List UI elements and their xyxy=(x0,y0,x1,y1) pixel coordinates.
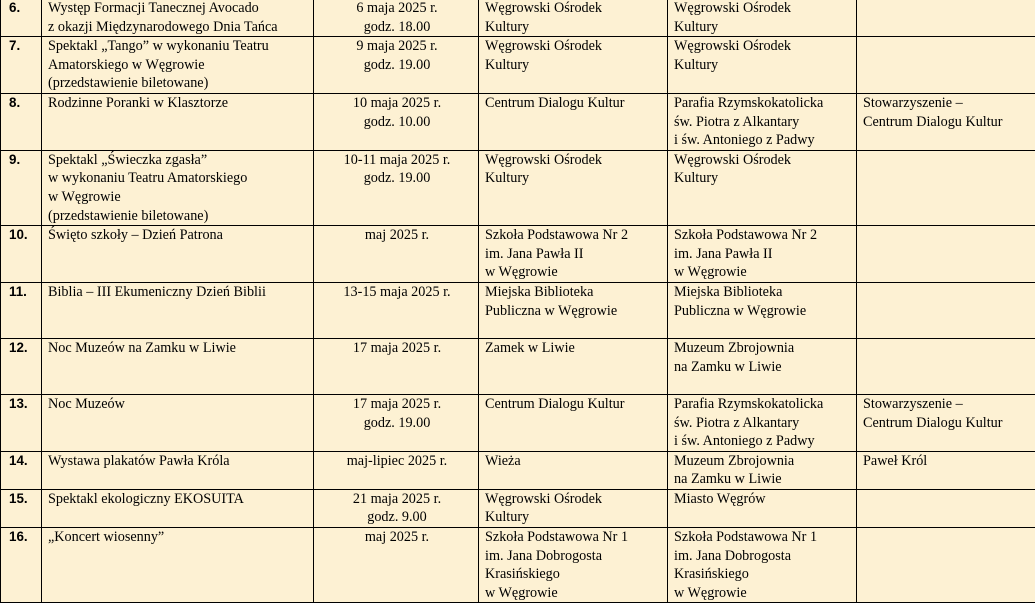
organizer-cell-line: im. Jana Pawła II xyxy=(674,245,852,264)
event-date-cell xyxy=(314,150,479,225)
event-name-cell-line: Rodzinne Poranki w Klasztorze xyxy=(48,94,309,113)
event-place-cell xyxy=(479,489,668,527)
event-name-cell-line: w wykonaniu Teatru Amatorskiego xyxy=(48,169,309,188)
row-number: 11. xyxy=(1,282,42,338)
event-place-cell-line: Wieża xyxy=(485,452,663,471)
event-name-cell-line: (przedstawienie biletowane) xyxy=(48,74,309,93)
organizer-cell-line: Muzeum Zbrojownia xyxy=(674,339,852,358)
organizer-cell-line: i św. Antoniego z Padwy xyxy=(674,131,852,150)
event-place-cell-line: Kultury xyxy=(485,508,663,527)
event-place-cell-line: Miejska Biblioteka xyxy=(485,283,663,302)
organizer-cell-line: w Węgrowie xyxy=(674,584,852,603)
event-name-cell-line: Spektakl „Tango” w wykonaniu Teatru xyxy=(48,37,309,56)
organizer-cell xyxy=(668,93,857,150)
event-date-cell xyxy=(314,338,479,394)
events-table-body xyxy=(1,0,1035,603)
organizer-cell-line: Muzeum Zbrojownia xyxy=(674,452,852,471)
organizer-cell xyxy=(668,528,857,603)
row-number: 15. xyxy=(1,489,42,527)
event-name-cell-line: Wystawa plakatów Pawła Króla xyxy=(48,452,309,471)
event-place-cell xyxy=(479,282,668,338)
organizer-cell-line: św. Piotra z Alkantary xyxy=(674,113,852,132)
row-number: 8. xyxy=(1,93,42,150)
event-date-cell-line: maj-lipiec 2025 r. xyxy=(320,452,474,471)
event-place-cell xyxy=(479,150,668,225)
row-number: 10. xyxy=(1,226,42,283)
event-place-cell-line: im. Jana Dobrogosta xyxy=(485,547,663,566)
event-name-cell-line: „Koncert wiosenny” xyxy=(48,528,309,547)
organizer-cell xyxy=(668,338,857,394)
event-place-cell xyxy=(479,338,668,394)
event-place-cell xyxy=(479,451,668,489)
row-number: 14. xyxy=(1,451,42,489)
event-place-cell xyxy=(479,394,668,451)
partner-cell xyxy=(857,394,1035,451)
event-place-cell-line: Węgrowski Ośrodek xyxy=(485,490,663,509)
organizer-cell-line: Kultury xyxy=(674,56,852,75)
organizer-cell-line: Parafia Rzymskokatolicka xyxy=(674,395,852,414)
event-name-cell-line: Noc Muzeów xyxy=(48,395,309,414)
event-place-cell-line: Publiczna w Węgrowie xyxy=(485,302,663,321)
event-place-cell-line: w Węgrowie xyxy=(485,263,663,282)
event-date-cell xyxy=(314,394,479,451)
table-row xyxy=(1,93,1035,150)
partner-cell xyxy=(857,338,1035,394)
event-place-cell-line: Szkoła Podstawowa Nr 1 xyxy=(485,528,663,547)
partner-cell xyxy=(857,489,1035,527)
event-place-cell xyxy=(479,37,668,94)
event-place-cell-line: Centrum Dialogu Kultur xyxy=(485,94,663,113)
partner-cell xyxy=(857,93,1035,150)
partner-cell xyxy=(857,150,1035,225)
organizer-cell xyxy=(668,282,857,338)
partner-cell-line: Paweł Król xyxy=(863,452,1031,471)
event-name-cell xyxy=(42,150,314,225)
event-name-cell xyxy=(42,282,314,338)
organizer-cell-line: w Węgrowie xyxy=(674,263,852,282)
event-date-cell-line: 6 maja 2025 r. xyxy=(320,0,474,18)
event-place-cell xyxy=(479,0,668,37)
organizer-cell xyxy=(668,37,857,94)
event-date-cell xyxy=(314,489,479,527)
organizer-cell-line: św. Piotra z Alkantary xyxy=(674,414,852,433)
organizer-cell xyxy=(668,489,857,527)
organizer-cell-line: Parafia Rzymskokatolicka xyxy=(674,94,852,113)
event-place-cell-line: Centrum Dialogu Kultur xyxy=(485,395,663,414)
event-name-cell-line: Biblia – III Ekumeniczny Dzień Biblii xyxy=(48,283,309,302)
event-place-cell-line: Węgrowski Ośrodek xyxy=(485,0,663,18)
event-date-cell-line: 10-11 maja 2025 r. xyxy=(320,151,474,170)
organizer-cell-line: Węgrowski Ośrodek xyxy=(674,0,852,18)
table-row xyxy=(1,282,1035,338)
table-row xyxy=(1,489,1035,527)
table-row xyxy=(1,394,1035,451)
event-place-cell-line: Węgrowski Ośrodek xyxy=(485,37,663,56)
organizer-cell-line: Kultury xyxy=(674,169,852,188)
event-date-cell-line: maj 2025 r. xyxy=(320,528,474,547)
event-name-cell xyxy=(42,489,314,527)
partner-cell-line: Stowarzyszenie – xyxy=(863,395,1031,414)
event-name-cell-line: z okazji Międzynarodowego Dnia Tańca xyxy=(48,18,309,37)
row-number: 9. xyxy=(1,150,42,225)
organizer-cell-line: Węgrowski Ośrodek xyxy=(674,37,852,56)
table-row xyxy=(1,226,1035,283)
event-date-cell xyxy=(314,528,479,603)
event-date-cell xyxy=(314,451,479,489)
event-date-cell-line: godz. 19.00 xyxy=(320,56,474,75)
table-row xyxy=(1,37,1035,94)
event-date-cell-line: 17 maja 2025 r. xyxy=(320,339,474,358)
partner-cell xyxy=(857,0,1035,37)
event-place-cell-line: Kultury xyxy=(485,56,663,75)
organizer-cell-line: Kultury xyxy=(674,18,852,37)
partner-cell xyxy=(857,451,1035,489)
organizer-cell-line: na Zamku w Liwie xyxy=(674,470,852,489)
event-place-cell xyxy=(479,528,668,603)
event-name-cell-line: Noc Muzeów na Zamku w Liwie xyxy=(48,339,309,358)
event-date-cell-line: godz. 10.00 xyxy=(320,113,474,132)
event-name-cell xyxy=(42,226,314,283)
event-place-cell-line: Kultury xyxy=(485,18,663,37)
event-name-cell xyxy=(42,93,314,150)
event-date-cell-line: godz. 18.00 xyxy=(320,18,474,37)
partner-cell-line: Centrum Dialogu Kultur xyxy=(863,414,1031,433)
event-date-cell xyxy=(314,282,479,338)
event-place-cell-line: Kultury xyxy=(485,169,663,188)
table-row xyxy=(1,0,1035,37)
event-name-cell-line: Występ Formacji Tanecznej Avocado xyxy=(48,0,309,18)
organizer-cell-line: Szkoła Podstawowa Nr 1 xyxy=(674,528,852,547)
organizer-cell xyxy=(668,226,857,283)
event-name-cell-line: (przedstawienie biletowane) xyxy=(48,207,309,226)
partner-cell xyxy=(857,528,1035,603)
event-date-cell-line: 17 maja 2025 r. xyxy=(320,395,474,414)
event-place-cell-line: Zamek w Liwie xyxy=(485,339,663,358)
organizer-cell-line: Miasto Węgrów xyxy=(674,490,852,509)
organizer-cell-line: Krasińskiego xyxy=(674,565,852,584)
partner-cell-line: Centrum Dialogu Kultur xyxy=(863,113,1031,132)
partner-cell xyxy=(857,37,1035,94)
row-number: 7. xyxy=(1,37,42,94)
event-date-cell-line: 13-15 maja 2025 r. xyxy=(320,283,474,302)
event-place-cell-line: Szkoła Podstawowa Nr 2 xyxy=(485,226,663,245)
table-row xyxy=(1,150,1035,225)
row-number: 12. xyxy=(1,338,42,394)
organizer-cell-line: i św. Antoniego z Padwy xyxy=(674,432,852,451)
organizer-cell-line: Węgrowski Ośrodek xyxy=(674,151,852,170)
event-name-cell xyxy=(42,0,314,37)
partner-cell xyxy=(857,282,1035,338)
event-name-cell-line: Spektakl „Świeczka zgasła” xyxy=(48,151,309,170)
event-name-cell xyxy=(42,451,314,489)
event-date-cell-line: godz. 19.00 xyxy=(320,169,474,188)
event-name-cell-line: Święto szkoły – Dzień Patrona xyxy=(48,226,309,245)
event-date-cell-line: godz. 9.00 xyxy=(320,508,474,527)
event-date-cell-line: godz. 19.00 xyxy=(320,414,474,433)
table-row xyxy=(1,338,1035,394)
event-date-cell xyxy=(314,93,479,150)
row-number: 6. xyxy=(1,0,42,37)
event-date-cell xyxy=(314,37,479,94)
event-name-cell xyxy=(42,338,314,394)
organizer-cell-line: Szkoła Podstawowa Nr 2 xyxy=(674,226,852,245)
event-name-cell-line: Spektakl ekologiczny EKOSUITA xyxy=(48,490,309,509)
organizer-cell xyxy=(668,451,857,489)
event-place-cell xyxy=(479,93,668,150)
event-name-cell xyxy=(42,528,314,603)
event-place-cell xyxy=(479,226,668,283)
event-date-cell xyxy=(314,226,479,283)
event-date-cell-line: 9 maja 2025 r. xyxy=(320,37,474,56)
table-row xyxy=(1,528,1035,603)
partner-cell xyxy=(857,226,1035,283)
event-place-cell-line: w Węgrowie xyxy=(485,584,663,603)
organizer-cell-line: Miejska Biblioteka xyxy=(674,283,852,302)
event-name-cell xyxy=(42,37,314,94)
table-row xyxy=(1,451,1035,489)
organizer-cell-line: Publiczna w Węgrowie xyxy=(674,302,852,321)
organizer-cell-line: na Zamku w Liwie xyxy=(674,358,852,377)
event-date-cell-line: 10 maja 2025 r. xyxy=(320,94,474,113)
event-name-cell xyxy=(42,394,314,451)
event-place-cell-line: Węgrowski Ośrodek xyxy=(485,151,663,170)
organizer-cell xyxy=(668,0,857,37)
event-place-cell-line: Krasińskiego xyxy=(485,565,663,584)
event-date-cell-line: 21 maja 2025 r. xyxy=(320,490,474,509)
row-number: 16. xyxy=(1,528,42,603)
event-date-cell xyxy=(314,0,479,37)
organizer-cell-line: im. Jana Dobrogosta xyxy=(674,547,852,566)
event-name-cell-line: w Węgrowie xyxy=(48,188,309,207)
partner-cell-line: Stowarzyszenie – xyxy=(863,94,1031,113)
organizer-cell xyxy=(668,394,857,451)
row-number: 13. xyxy=(1,394,42,451)
organizer-cell xyxy=(668,150,857,225)
event-place-cell-line: im. Jana Pawła II xyxy=(485,245,663,264)
event-date-cell-line: maj 2025 r. xyxy=(320,226,474,245)
event-name-cell-line: Amatorskiego w Węgrowie xyxy=(48,56,309,75)
